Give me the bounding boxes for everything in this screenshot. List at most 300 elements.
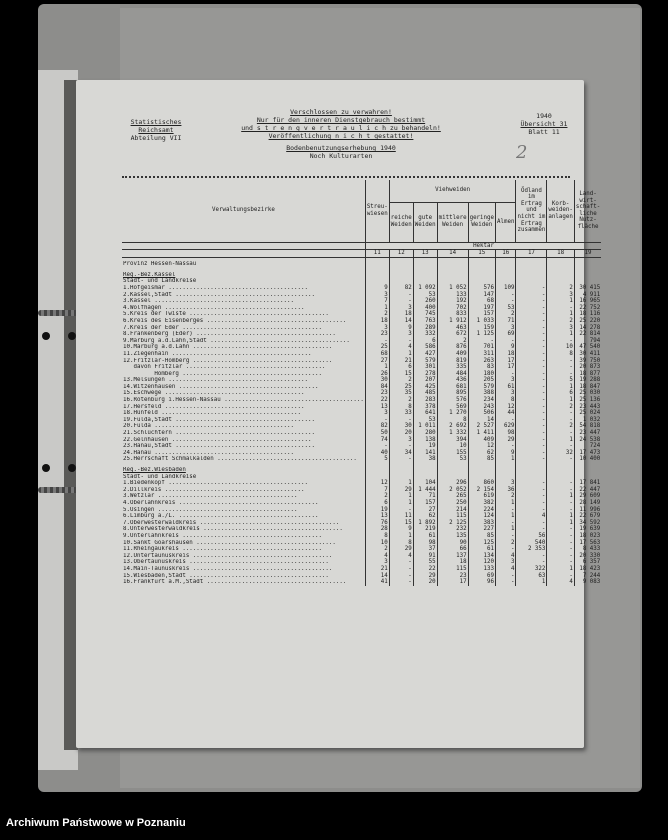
value-cell: 15 [389,520,413,527]
table-row [122,493,601,500]
district-name: 13.Obertaunuskreis ........................................ [123,559,329,566]
empty-cell [468,272,495,279]
value-cell: - [547,443,574,450]
value-cell: 1 125 [468,331,495,338]
value-cell: 2 052 [437,487,468,494]
value-cell: - [516,325,547,332]
value-cell: 8 [389,404,413,411]
district-name: 2.Kassel,Stadt ........................................ [123,291,315,298]
value-cell: 85 [468,533,495,540]
value-cell: - [365,417,389,424]
overview-number: Übersicht 31 [520,120,568,128]
value-cell: - [389,507,413,514]
district-name: 11.Ziegenhain ........................................ [123,350,312,357]
value-cell: 11 996 [574,507,601,514]
value-cell: 1 [496,526,516,533]
value-cell: 54 818 [574,423,601,430]
value-cell: 232 [437,526,468,533]
value-cell: - [516,456,547,463]
value-cell: 25 [365,344,389,351]
value-cell: 155 [437,450,468,457]
value-cell: 53 [413,417,437,424]
value-cell: - [496,546,516,553]
value-cell: - [547,430,574,437]
district-name: 11.Rheingaukreis ........................................ [123,546,322,553]
value-cell: 3 [496,480,516,487]
value-cell: 21 [365,566,389,573]
table-row [122,351,601,358]
value-cell: 378 [413,404,437,411]
value-cell: 40 [365,450,389,457]
value-cell: 3 [389,437,413,444]
value-cell: - [547,338,574,345]
column-number-row [122,250,601,258]
value-cell: 289 [413,325,437,332]
value-cell: - [496,292,516,299]
value-cell: 2 154 [468,487,495,494]
value-cell: 219 [413,526,437,533]
value-cell: 1 [389,500,413,507]
table-row [122,397,601,404]
value-cell: - [547,507,574,514]
empty-cell [389,474,413,481]
empty-cell [365,261,389,268]
value-cell: 47 540 [574,344,601,351]
table-row [122,410,601,417]
value-cell: 4 [516,513,547,520]
value-cell: - [547,540,574,547]
value-cell: - [547,305,574,312]
value-cell: - [516,364,547,371]
value-cell: 833 [437,311,468,318]
value-cell: 53 [413,292,437,299]
value-cell: - [547,526,574,533]
empty-cell [413,272,437,279]
value-cell: 62 [468,450,495,457]
value-cell: 1 [547,437,574,444]
district-name: 23.Hanau,Stadt ........................................ [123,443,315,450]
value-cell: 22 [365,397,389,404]
value-cell: 579 [468,384,495,391]
value-cell: 2 [365,546,389,553]
value-cell: 9 [496,450,516,457]
empty-cell [574,474,601,481]
district-name: 17.Hersfeld ........................................ [123,403,305,410]
value-cell: 61 [468,546,495,553]
value-cell: 579 [413,358,437,365]
value-cell: 1 032 [574,417,601,424]
value-cell: 20 330 [574,553,601,560]
value-cell: 61 [413,533,437,540]
table-row [122,423,601,430]
column-header-geringe: geringe Weiden [468,202,495,242]
value-cell: 2 [547,404,574,411]
column-number: 11 [365,250,389,258]
value-cell: 2 [389,397,413,404]
table-row [122,443,601,450]
value-cell: 2 [496,493,516,500]
value-cell: 96 [468,579,495,586]
value-cell: 702 [437,305,468,312]
value-cell: 8 433 [574,546,601,553]
value-cell: 23 [365,390,389,397]
value-cell: 506 [468,410,495,417]
value-cell: 30 [365,377,389,384]
value-cell: - [516,292,547,299]
header-rule [122,176,570,178]
value-cell: 69 [496,331,516,338]
value-cell: - [516,377,547,384]
value-cell: 1 [389,493,413,500]
table-row [122,450,601,457]
value-cell: 7 [365,487,389,494]
value-cell: 74 [365,437,389,444]
empty-cell [437,278,468,285]
value-cell: 90 [437,540,468,547]
value-cell: 260 [413,298,437,305]
value-cell: 745 [413,311,437,318]
value-cell: 3 [365,410,389,417]
district-name: 8.Unterwesterwaldkreis ........................................ [123,526,343,533]
district-name: 2.Dillkreis ........................................ [123,486,305,493]
value-cell: 586 [413,344,437,351]
value-cell: - [389,456,413,463]
value-cell: 394 [437,437,468,444]
column-header-reiche: reiche Weiden [389,202,413,242]
value-cell: - [496,417,516,424]
empty-cell [365,467,389,474]
table-row [122,566,601,573]
value-cell: - [516,371,547,378]
value-cell: - [516,559,547,566]
value-cell: - [547,553,574,560]
empty-cell [365,474,389,481]
district-name: 9.Unterlahnkreis ........................................ [123,532,322,539]
value-cell: 18 [496,351,516,358]
value-cell: 8 [547,351,574,358]
value-cell: 1 [547,566,574,573]
empty-cell [389,278,413,285]
value-cell: 227 [468,526,495,533]
value-cell: 22 [413,566,437,573]
value-cell: 3 [389,331,413,338]
value-cell: 76 [365,520,389,527]
value-cell: 18 [389,311,413,318]
value-cell: 39 750 [574,358,601,365]
value-cell: - [389,417,413,424]
district-name: 14.Witzenhausen ........................................ [123,383,319,390]
value-cell: - [516,487,547,494]
value-cell: 137 [437,553,468,560]
district-name: 1.Biedenkopf ........................................ [123,480,308,487]
value-cell: 4 [547,579,574,586]
district-name: 4.Oberlahnkreis ........................................ [123,499,319,506]
value-cell: 263 [468,358,495,365]
value-cell: - [516,404,547,411]
value-cell: 672 [437,331,468,338]
table-row [122,325,601,332]
empty-cell [547,261,574,268]
district-name: 3.Kassel ........................................ [123,298,295,305]
value-cell: 322 [516,566,547,573]
value-cell: - [365,443,389,450]
value-cell: 332 [413,331,437,338]
table-row [122,390,601,397]
value-cell: - [516,437,547,444]
column-number: 15 [468,250,495,258]
value-cell: - [547,417,574,424]
value-cell: - [516,331,547,338]
value-cell: 4 [389,344,413,351]
value-cell: 120 [468,559,495,566]
value-cell: 214 [437,507,468,514]
table-row [122,298,601,305]
value-cell: 33 [389,410,413,417]
value-cell: 20 873 [574,364,601,371]
value-cell: 383 [468,520,495,527]
value-cell: - [496,533,516,540]
empty-cell [547,278,574,285]
value-cell: 3 [365,559,389,566]
empty-cell [413,467,437,474]
column-header-streuwiesen: Streu-wiesen [365,180,389,242]
value-cell: 197 [468,305,495,312]
value-cell: 12 [468,443,495,450]
value-cell: 29 [389,487,413,494]
value-cell: 37 [413,546,437,553]
value-cell: 9 [389,325,413,332]
unit-label: Hektar [365,242,601,250]
value-cell: 19 288 [574,377,601,384]
value-cell: 1 033 [468,318,495,325]
value-cell: 8 [496,397,516,404]
value-cell: - [389,559,413,566]
value-cell: 124 [468,513,495,520]
value-cell: 25 030 [574,390,601,397]
value-cell: 2 [365,311,389,318]
value-cell: 4 [365,553,389,560]
empty-cell [413,261,437,268]
value-cell: - [496,573,516,580]
column-number: 14 [437,250,468,258]
value-cell: 2 [496,540,516,547]
value-cell: 44 [496,410,516,417]
value-cell: 34 592 [574,520,601,527]
value-cell: 23 [437,573,468,580]
value-cell: 11 [389,513,413,520]
value-cell: 34 [389,450,413,457]
district-name: 16.Frankfurt a.M.,Stadt ........................................ [123,579,347,586]
empty-cell [496,278,516,285]
table-row [122,437,601,444]
district-name: davon Fritzlar ........................................ [123,364,326,371]
value-cell: - [516,423,547,430]
table-row [122,553,601,560]
value-cell: 724 [574,443,601,450]
value-cell: 35 [389,390,413,397]
table-row [122,540,601,547]
empty-cell [468,261,495,268]
value-cell: 61 [496,384,516,391]
value-cell: 701 [468,344,495,351]
value-cell: 18 [365,318,389,325]
table-row [122,546,601,553]
value-cell: 641 [413,410,437,417]
empty-cell [496,272,516,279]
value-cell: 425 [413,384,437,391]
value-cell: 84 [365,384,389,391]
district-name: 5.Usingen ........................................ [123,506,298,513]
table-row [122,417,601,424]
value-cell: 436 [437,377,468,384]
value-cell: 27 [365,358,389,365]
value-cell: 53 [437,456,468,463]
value-cell: 2 [437,338,468,345]
empty-cell [365,272,389,279]
value-cell: 400 [413,305,437,312]
value-cell: 629 [496,423,516,430]
value-cell: 71 [413,493,437,500]
value-cell: 22 752 [574,305,601,312]
value-cell: 17 473 [574,450,601,457]
value-cell: 3 [389,305,413,312]
value-cell: 20 [389,430,413,437]
confidentiality-notice [236,108,446,160]
value-cell: 540 [516,540,547,547]
column-header-almen: Almen [496,202,516,242]
value-cell: 15 [389,371,413,378]
value-cell: 125 [468,540,495,547]
value-cell: 1 052 [437,285,468,292]
value-cell: 576 [437,397,468,404]
value-cell: 14 [389,318,413,325]
value-cell: 1 [516,579,547,586]
value-cell: 5 [547,377,574,384]
value-cell: 83 [468,364,495,371]
data-table [122,180,601,586]
table-row [122,507,601,514]
value-cell: - [547,546,574,553]
value-cell: 1 [547,520,574,527]
value-cell: - [547,487,574,494]
column-header-korbweiden: Korb-weiden-anlagen [547,180,574,242]
table-row [122,344,601,351]
value-cell: - [365,338,389,345]
column-number: 17 [516,250,547,258]
value-cell: 6 [389,364,413,371]
value-cell: 28 [365,526,389,533]
value-cell: 8 [389,540,413,547]
table-row [122,285,601,292]
value-cell: 192 [437,298,468,305]
value-cell: - [516,553,547,560]
empty-cell [516,467,547,474]
table-row [122,404,601,411]
value-cell: 17 [496,364,516,371]
value-cell: 1 892 [413,520,437,527]
value-cell: 2 353 [516,546,547,553]
value-cell: 301 [413,364,437,371]
empty-cell [547,272,574,279]
value-cell: 14 [468,417,495,424]
value-cell: - [389,573,413,580]
value-cell: 3 [496,559,516,566]
value-cell: 763 [413,318,437,325]
value-cell: 681 [437,384,468,391]
district-name: 25.Herrschaft Schmalkalden ........................................ [123,456,357,463]
value-cell: 68 [365,351,389,358]
value-cell: 138 [413,437,437,444]
value-cell: 6 357 [574,559,601,566]
table-row [122,487,601,494]
value-cell: 20 [413,579,437,586]
value-cell: 29 [496,437,516,444]
reference-block [516,112,572,136]
empty-cell [516,278,547,285]
value-cell: 2 527 [468,423,495,430]
empty-cell [496,261,516,268]
value-cell: 98 [496,430,516,437]
value-cell: - [516,507,547,514]
value-cell: 2 [547,285,574,292]
value-cell: 895 [437,390,468,397]
value-cell: 569 [437,404,468,411]
value-cell: 19 [365,507,389,514]
value-cell: 91 [413,553,437,560]
value-cell: - [389,443,413,450]
value-cell: 1 092 [413,285,437,292]
value-cell: 819 [437,358,468,365]
table-row [122,311,601,318]
value-cell: - [389,566,413,573]
value-cell: 3 [547,292,574,299]
value-cell: 6 [365,500,389,507]
value-cell: 1 [389,533,413,540]
value-cell: 6 [413,338,437,345]
table-row [122,305,601,312]
value-cell: 207 [413,377,437,384]
value-cell: 28 149 [574,500,601,507]
value-cell: 12 [496,404,516,411]
table-row [122,520,601,527]
value-cell: 25 220 [574,318,601,325]
table-row [122,364,601,371]
value-cell: 133 [437,292,468,299]
value-cell: 9 [496,344,516,351]
district-name: 8.Frankenberg (Eder) ........................................ [123,331,336,338]
value-cell: 14 278 [574,325,601,332]
value-cell: - [516,344,547,351]
district-name: 10.Marburg a.d.Lahn ........................................ [123,344,333,351]
value-cell: 427 [413,351,437,358]
value-cell: 157 [468,311,495,318]
value-cell: 1 [547,493,574,500]
value-cell: 62 [413,513,437,520]
empty-cell [468,474,495,481]
column-number: 16 [496,250,516,258]
survey-title: Bodenbenutzungserhebung 1940 [286,144,396,152]
value-cell: 19 639 [574,526,601,533]
value-cell: 409 [468,437,495,444]
district-name: 16.Rotenburg i.Hessen-Nassau ........................................ [123,397,364,404]
value-cell: 1 [547,384,574,391]
value-cell: 576 [468,285,495,292]
value-cell: 8 [365,533,389,540]
value-cell: 13 [365,404,389,411]
value-cell: 63 [516,573,547,580]
district-name: 4.Wolfhagen ........................................ [123,304,305,311]
value-cell: - [516,430,547,437]
